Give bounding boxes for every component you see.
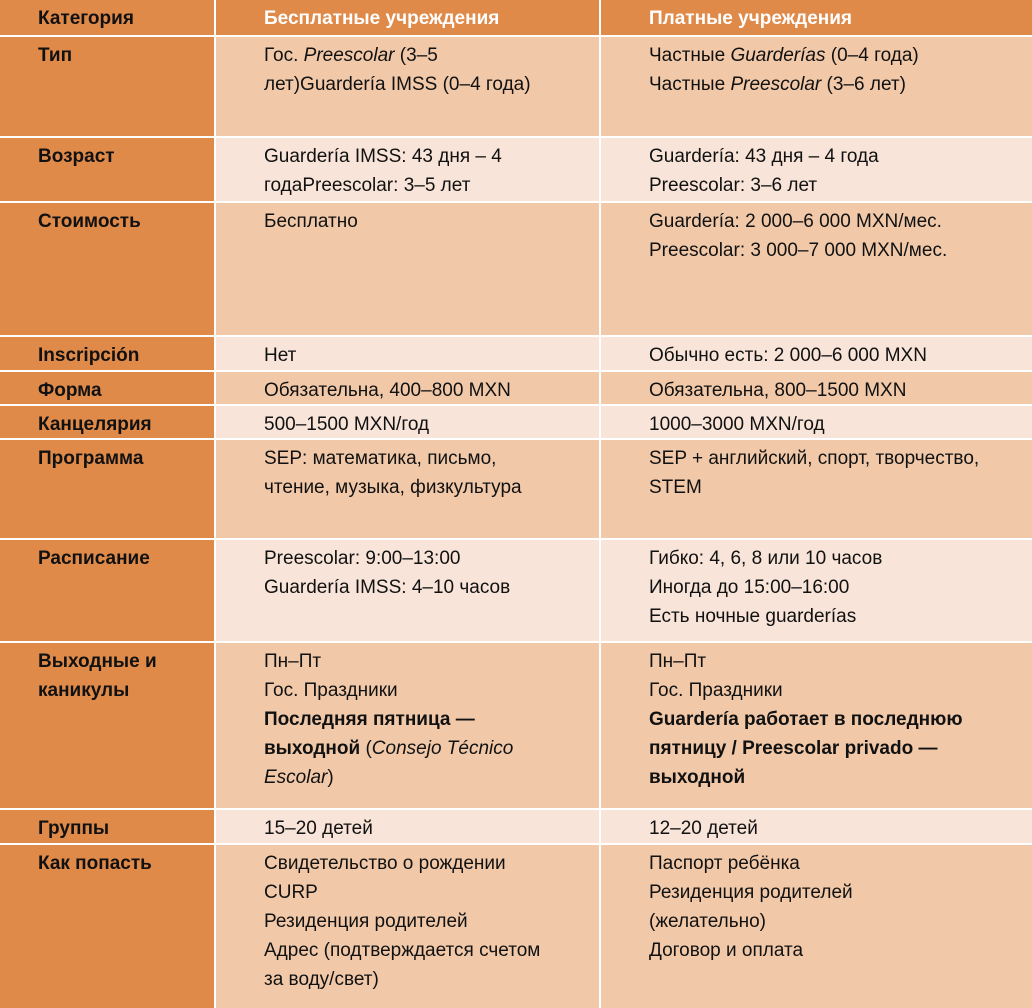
row-age [0,138,1032,201]
cell-paid: 12–20 детей [601,810,1032,843]
cell-paid: Частные Guarderías (0–4 года) Частные Preescolar (3–6 лет) [601,37,1032,136]
row-type [0,37,1032,136]
cell-free: 15–20 детей [216,810,599,843]
header-paid: Платные учреждения [601,0,1032,35]
row-groups [0,810,1032,843]
cell-paid: Guardería: 2 000–6 000 MXN/мес. Preescolar: 3 000–7 000 MXN/мес. [601,203,1032,335]
cell-paid: SEP + английский, спорт, творчество, STEM [601,440,1032,538]
row-label: Расписание [0,540,214,641]
row-label: Тип [0,37,214,136]
row-holidays [0,643,1032,808]
row-label: Форма [0,372,214,404]
row-label: Программа [0,440,214,538]
cell-paid: Пн–Пт Гос. Праздники Guardería работает в последнюю пятницу / Preescolar privado — выходной [601,643,1032,808]
table-header-row [0,0,1032,35]
cell-free: Обязательна, 400–800 MXN [216,372,599,404]
row-admission [0,845,1032,1008]
cell-paid: Паспорт ребёнка Резиденция родителей (желательно) Договор и оплата [601,845,1032,1008]
cell-free: Гос. Preescolar (3–5 лет)Guardería IMSS (0–4 года) [216,37,599,136]
cell-paid: Guardería: 43 дня – 4 года Preescolar: 3–6 лет [601,138,1032,201]
row-label: Канцелярия [0,406,214,438]
row-label: Стоимость [0,203,214,335]
header-free: Бесплатные учреждения [216,0,599,35]
row-label: Как попасть [0,845,214,1008]
cell-free: Preescolar: 9:00–13:00 Guardería IMSS: 4–10 часов [216,540,599,641]
cell-paid: Гибко: 4, 6, 8 или 10 часов Иногда до 15:00–16:00 Есть ночные guarderías [601,540,1032,641]
cell-free: Нет [216,337,599,370]
row-label: Группы [0,810,214,843]
cell-paid: Обычно есть: 2 000–6 000 MXN [601,337,1032,370]
cell-free: SEP: математика, письмо, чтение, музыка, физкультура [216,440,599,538]
header-category: Категория [0,0,214,35]
row-program [0,440,1032,538]
cell-paid: 1000–3000 MXN/год [601,406,1032,438]
row-uniform [0,372,1032,404]
row-label: Выходные и каникулы [0,643,214,808]
cell-free: 500–1500 MXN/год [216,406,599,438]
cell-free: Свидетельство о рождении CURP Резиденция родителей Адрес (подтверждается счетом за воду/свет) [216,845,599,1008]
cell-free: Бесплатно [216,203,599,335]
row-label: Inscripción [0,337,214,370]
cell-paid: Обязательна, 800–1500 MXN [601,372,1032,404]
row-label: Возраст [0,138,214,201]
row-stationery [0,406,1032,438]
row-cost [0,203,1032,335]
cell-free: Guardería IMSS: 43 дня – 4 годаPreescolar: 3–5 лет [216,138,599,201]
row-schedule [0,540,1032,641]
cell-free: Пн–Пт Гос. Праздники Последняя пятница — выходной (Consejo Técnico Escolar) [216,643,599,808]
row-inscripcion [0,337,1032,370]
